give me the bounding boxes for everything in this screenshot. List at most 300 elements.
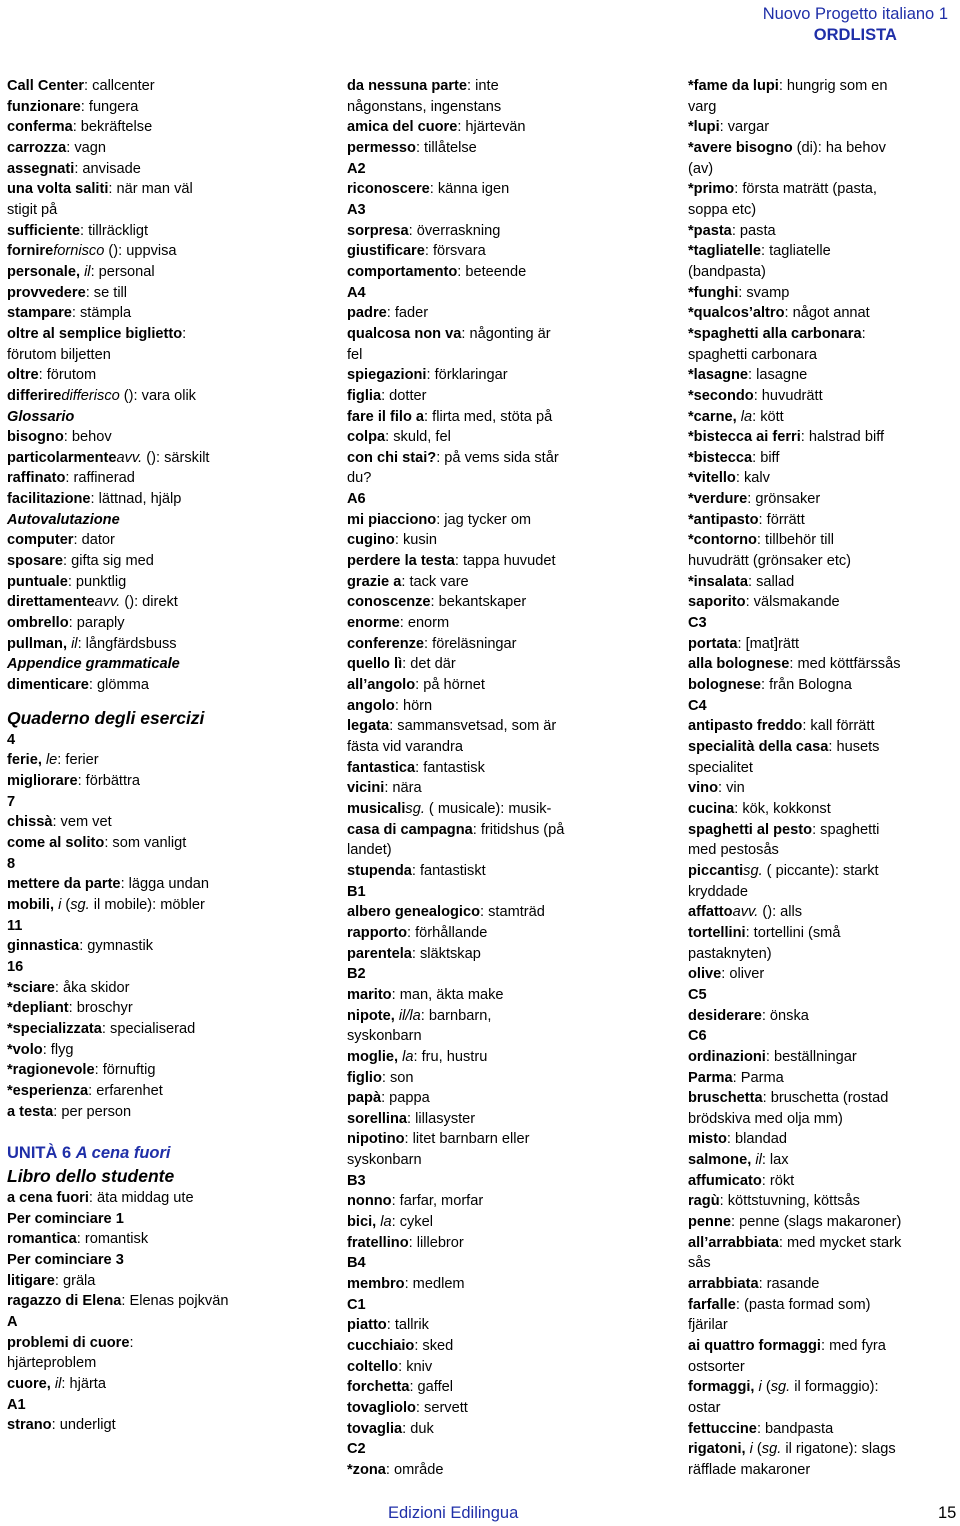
section-subheading: Libro dello studente — [7, 1166, 175, 1187]
glossary-line — [688, 468, 956, 489]
glossary-line — [688, 923, 956, 944]
term: figlia — [347, 387, 382, 404]
spacer — [7, 696, 327, 706]
glossary-line — [688, 1191, 956, 1212]
translation: : långfärdsbuss — [77, 635, 177, 652]
glossary-line — [7, 1333, 327, 1354]
glossary-line — [688, 1336, 956, 1357]
term: A1 — [7, 1396, 26, 1413]
translation: spaghetti carbonara — [688, 346, 817, 363]
translation: huvudrätt (grönsaker etc) — [688, 553, 852, 570]
glossary-line — [688, 758, 956, 779]
glossary-line — [347, 882, 667, 903]
translation: : lillebror — [408, 1234, 464, 1251]
translation: piccante): starkt — [771, 862, 879, 879]
term: colpa — [347, 429, 386, 446]
term: B2 — [347, 966, 366, 983]
glossary-line — [7, 345, 327, 366]
translation: : det där — [402, 656, 456, 673]
term: C5 — [688, 986, 707, 1003]
term: riconoscere — [347, 181, 430, 198]
translation: : blandad — [726, 1131, 787, 1148]
term: A3 — [347, 201, 366, 218]
translation: : från Bologna — [760, 677, 852, 694]
term: moglie, — [347, 1048, 403, 1065]
glossary-line — [688, 179, 956, 200]
translation: : tillåtelse — [415, 139, 477, 156]
glossary-line — [688, 551, 956, 572]
glossary-line — [688, 1212, 956, 1233]
term: C3 — [688, 615, 707, 632]
glossary-line — [7, 730, 327, 751]
glossary-line — [347, 283, 667, 304]
unit-number: UNITÀ 6 — [7, 1144, 76, 1163]
glossary-line — [347, 902, 667, 923]
translation: : försvara — [424, 243, 486, 260]
glossary-line — [347, 407, 667, 428]
glossary-line — [347, 468, 667, 489]
term: all’angolo — [347, 677, 416, 694]
term: quello lì — [347, 656, 403, 673]
glossary-line — [7, 468, 327, 489]
term: nipote, — [347, 1007, 399, 1024]
term: *carne, — [688, 408, 741, 425]
translation: : glömma — [88, 677, 149, 694]
term: *volo — [7, 1041, 43, 1058]
translation: : son — [381, 1069, 414, 1086]
glossary-line — [347, 1253, 667, 1274]
term: provvedere — [7, 284, 86, 301]
glossary-line — [688, 1439, 956, 1460]
term: vicini — [347, 780, 385, 797]
glossary-line — [7, 97, 327, 118]
translation: ( — [761, 1379, 771, 1396]
term: oltre — [7, 367, 39, 384]
term: *bistecca — [688, 449, 753, 466]
glossary-line — [347, 1439, 667, 1460]
glossary-line — [7, 978, 327, 999]
term: antipasto freddo — [688, 718, 803, 735]
term: marito — [347, 986, 392, 1003]
translation: : (pasta formad som) — [735, 1296, 871, 1313]
term: albero genealogico — [347, 904, 480, 921]
term: *contorno — [688, 532, 757, 549]
glossary-line — [347, 241, 667, 262]
article: le — [45, 752, 58, 769]
glossary-line — [7, 675, 327, 696]
term: *bistecca ai ferri — [688, 429, 801, 446]
term: coltello — [347, 1358, 399, 1375]
glossary-line — [347, 117, 667, 138]
translation: : första maträtt (pasta, — [734, 181, 877, 198]
translation: : specialiserad — [101, 1020, 196, 1037]
translation: : husets — [828, 739, 880, 755]
translation: ( — [758, 904, 768, 921]
glossary-line — [7, 998, 327, 1019]
glossary-line — [347, 1026, 667, 1047]
glossary-line — [347, 1047, 667, 1068]
term: ragazzo di Elena — [7, 1293, 122, 1310]
translation: fel — [347, 346, 363, 363]
translation: : raffinerad — [65, 470, 135, 487]
term: ragù — [688, 1193, 720, 1210]
glossary-line — [7, 427, 327, 448]
translation: : underligt — [51, 1417, 116, 1434]
term: *primo — [688, 181, 735, 198]
glossary-line — [688, 1068, 956, 1089]
translation: : svamp — [738, 284, 790, 301]
translation: : flirta med, stöta på — [424, 408, 553, 425]
glossary-line — [7, 179, 327, 200]
term: B3 — [347, 1172, 366, 1189]
glossary-line — [7, 324, 327, 345]
translation: : sked — [414, 1338, 454, 1355]
translation: : biff — [752, 449, 780, 466]
translation: : på hörnet — [415, 677, 485, 694]
glossary-line — [347, 159, 667, 180]
translation: : lägga undan — [120, 876, 210, 893]
translation: räfflade makaroner — [688, 1461, 811, 1478]
term: musicali — [347, 800, 406, 817]
term: nonno — [347, 1193, 392, 1210]
glossary-line — [688, 902, 956, 923]
glossary-line — [347, 654, 667, 675]
term: assegnati — [7, 160, 75, 177]
term: fare il filo a — [347, 408, 425, 425]
section-heading: Quaderno degli esercizi — [7, 707, 205, 728]
term: piatto — [347, 1317, 387, 1334]
term: dimenticare — [7, 677, 89, 694]
glossary-line — [347, 634, 667, 655]
glossary-line — [7, 1019, 327, 1040]
unit-title: A cena fuori — [75, 1144, 171, 1163]
translation: ): särskilt — [151, 449, 210, 466]
translation: : föreläsningar — [424, 635, 517, 652]
term: ordinazioni — [688, 1048, 766, 1065]
term: Per cominciare 3 — [7, 1252, 124, 1269]
glossary-line — [7, 1102, 327, 1123]
translation: : gifta sig med — [62, 553, 154, 570]
translation: ): alls — [767, 904, 803, 921]
article: il — [755, 1152, 762, 1169]
term: ombrello — [7, 615, 69, 632]
term: direttamente — [7, 594, 95, 611]
translation: : område — [385, 1461, 444, 1478]
glossary-line — [347, 1109, 667, 1130]
translation: : erfarenhet — [88, 1082, 163, 1099]
term: chissà — [7, 814, 53, 831]
term: sufficiente — [7, 222, 80, 239]
glossary-line — [688, 345, 956, 366]
glossary-line — [347, 179, 667, 200]
translation: : lättnad, hjälp — [90, 491, 182, 508]
translation: : förutom — [38, 367, 97, 384]
article: i — [758, 1379, 762, 1396]
glossary-line — [7, 1415, 327, 1436]
translation: : med köttfärssås — [789, 656, 901, 673]
glossary-line — [347, 262, 667, 283]
article: la — [380, 1214, 392, 1231]
glossary-line — [7, 771, 327, 792]
glossary-line — [347, 923, 667, 944]
glossary-line — [347, 365, 667, 386]
glossary-line — [347, 613, 667, 634]
translation: : farfar, morfar — [391, 1193, 484, 1210]
translation: : känna igen — [429, 181, 510, 198]
translation: ostsorter — [688, 1358, 745, 1375]
term: ai quattro formaggi — [688, 1338, 821, 1355]
glossary-line — [7, 159, 327, 180]
article: fornisco — [53, 243, 105, 260]
glossary-line — [347, 758, 667, 779]
translation: : sallad — [748, 573, 795, 590]
glossary-line — [7, 1250, 327, 1271]
glossary-line — [7, 1374, 327, 1395]
term: grazie a — [347, 573, 402, 590]
article: il — [84, 263, 91, 280]
glossary-subheading: Autovalutazione — [7, 511, 120, 528]
translation: : — [182, 325, 187, 342]
glossary-line — [347, 696, 667, 717]
translation: : dotter — [381, 387, 427, 404]
article: il — [54, 1376, 62, 1393]
glossary-line — [347, 1377, 667, 1398]
translation: ): direkt — [129, 594, 178, 611]
translation: : vagn — [66, 139, 106, 156]
translation: : grönsaker — [747, 491, 821, 508]
term: *qualcos’altro — [688, 305, 785, 322]
translation: stigit på — [7, 201, 58, 218]
term: *lupi — [688, 119, 720, 136]
grammar-note: sg. — [770, 1379, 791, 1396]
glossary-line — [347, 592, 667, 613]
glossary-line — [688, 1460, 956, 1481]
term: come al solito — [7, 834, 105, 851]
glossary-line — [688, 1150, 956, 1171]
term: mobili, — [7, 896, 59, 913]
translation: : gymnastik — [79, 938, 153, 955]
term: *funghi — [688, 284, 739, 301]
article: differisco — [61, 387, 120, 404]
glossary-line — [7, 812, 327, 833]
term: cucina — [688, 800, 735, 817]
translation: : bekräftelse — [72, 119, 153, 136]
glossary-line — [688, 778, 956, 799]
column-1 — [7, 76, 327, 1436]
page-header — [763, 4, 948, 46]
glossary-line — [347, 324, 667, 345]
glossary-line — [347, 1274, 667, 1295]
glossary-line — [688, 117, 956, 138]
translation: brödskiva med olja mm) — [688, 1110, 843, 1127]
term: C6 — [688, 1028, 707, 1045]
footer-publisher: Edizioni Edilingua — [388, 1504, 519, 1522]
grammar-note: sg. — [70, 896, 90, 913]
article: i — [749, 1441, 753, 1458]
translation: : lillasyster — [407, 1110, 476, 1127]
glossary-line — [347, 1068, 667, 1089]
term: particolarmente — [7, 449, 117, 466]
term: *esperienza — [7, 1082, 89, 1099]
translation: : önska — [761, 1007, 809, 1024]
glossary-line — [7, 530, 327, 551]
glossary-line — [688, 1129, 956, 1150]
glossary-line — [7, 592, 327, 613]
glossary-line — [7, 613, 327, 634]
glossary-line — [688, 572, 956, 593]
glossary-line — [688, 1171, 956, 1192]
glossary-line — [347, 840, 667, 861]
term: *ragionevole — [7, 1062, 95, 1079]
glossary-line — [347, 944, 667, 965]
term: Call Center — [7, 78, 85, 94]
translation: sås — [688, 1255, 711, 1272]
glossary-line — [688, 964, 956, 985]
term: funzionare — [7, 98, 81, 115]
translation: specialitet — [688, 759, 753, 776]
term: alla bolognese — [688, 656, 790, 673]
glossary-line — [7, 1081, 327, 1102]
glossary-line — [7, 510, 327, 531]
glossary-line — [688, 716, 956, 737]
term: salmone, — [688, 1152, 756, 1169]
translation: : broschyr — [68, 1000, 133, 1017]
term: migliorare — [7, 773, 78, 789]
translation: : kök, kokkonst — [734, 800, 831, 817]
glossary-line — [7, 936, 327, 957]
term: *secondo — [688, 387, 754, 404]
glossary-line — [347, 386, 667, 407]
translation: : sammansvetsad, som är — [389, 718, 557, 735]
term: permesso — [347, 139, 416, 156]
column-3 — [688, 76, 956, 1481]
translation: : punktlig — [67, 573, 127, 590]
term: spiegazioni — [347, 367, 427, 384]
translation: ( — [120, 594, 130, 611]
term: ferie, — [7, 752, 46, 769]
page-number: 15 — [938, 1504, 957, 1522]
term: casa di campagna — [347, 821, 473, 838]
translation: : äta middag ute — [88, 1190, 194, 1207]
glossary-line — [688, 1088, 956, 1109]
article: la — [740, 408, 753, 425]
term: penne — [688, 1214, 731, 1231]
glossary-line — [7, 874, 327, 895]
translation: : förbättra — [77, 773, 141, 789]
term: perdere la testa — [347, 553, 455, 570]
translation: : spaghetti — [812, 821, 880, 838]
translation: : med fyra — [820, 1338, 886, 1355]
glossary-line — [688, 262, 956, 283]
glossary-line — [688, 592, 956, 613]
glossary-line — [688, 138, 956, 159]
translation: : fru, hustru — [413, 1048, 488, 1065]
term: affumicato — [688, 1172, 762, 1189]
glossary-line — [7, 634, 327, 655]
term: stampare — [7, 305, 72, 322]
term: Per cominciare 1 — [7, 1210, 124, 1227]
glossary-line — [7, 1229, 327, 1250]
translation: : rasande — [758, 1276, 820, 1293]
term: oltre al semplice biglietto — [7, 325, 183, 342]
translation: : pasta — [731, 222, 776, 239]
glossary-line — [688, 200, 956, 221]
translation: : vargar — [719, 119, 770, 136]
translation: hjärteproblem — [7, 1355, 97, 1372]
term: bisogno — [7, 429, 64, 446]
glossary-line — [7, 407, 327, 428]
translation: : ferier — [57, 752, 99, 769]
term: 11 — [7, 917, 23, 934]
header-subtitle: ORDLISTA — [813, 26, 897, 44]
translation: : barnbarn, — [420, 1007, 492, 1024]
article: i — [58, 896, 62, 913]
term: bici, — [347, 1214, 381, 1231]
glossary-line — [347, 861, 667, 882]
term: *pasta — [688, 222, 732, 239]
glossary-line — [7, 916, 327, 937]
translation: : duk — [402, 1420, 434, 1437]
translation: syskonbarn — [347, 1152, 422, 1169]
glossary-line — [7, 303, 327, 324]
term: *lasagne — [688, 367, 749, 384]
translation: : per person — [53, 1103, 132, 1120]
term: B1 — [347, 883, 366, 900]
glossary-line — [7, 1209, 327, 1230]
translation: : behov — [63, 429, 112, 446]
glossary-line — [7, 365, 327, 386]
term: arrabbiata — [688, 1276, 759, 1293]
glossary-line — [688, 510, 956, 531]
glossary-line — [347, 1129, 667, 1150]
glossary-line — [688, 283, 956, 304]
glossary-line — [688, 737, 956, 758]
translation: : kött — [752, 408, 784, 425]
term: legata — [347, 718, 390, 735]
article: sg. — [405, 800, 425, 817]
glossary-line — [347, 510, 667, 531]
term: *depliant — [7, 1000, 69, 1017]
translation: : förrätt — [758, 511, 805, 528]
glossary-line — [688, 675, 956, 696]
glossary-line — [347, 345, 667, 366]
glossary-line — [347, 551, 667, 572]
term: A2 — [347, 160, 366, 177]
glossary-line — [688, 840, 956, 861]
translation: ): vara olik — [128, 387, 196, 404]
translation: : penne (slags makaroner) — [730, 1214, 902, 1231]
glossary-line — [347, 427, 667, 448]
translation: : jag tycker om — [436, 511, 532, 528]
term: A — [7, 1314, 18, 1331]
term: Parma — [688, 1069, 733, 1086]
term: bolognese — [688, 677, 761, 694]
term: 16 — [7, 958, 24, 975]
glossary-line — [347, 1212, 667, 1233]
translation: : kniv — [398, 1358, 433, 1375]
glossary-line — [347, 1006, 667, 1027]
term: romantica — [7, 1231, 77, 1248]
term: formaggi, — [688, 1379, 759, 1396]
translation: : anvisade — [74, 160, 141, 177]
glossary-line — [347, 1460, 667, 1481]
translation: : lax — [761, 1152, 789, 1169]
translation: : släktskap — [411, 945, 481, 962]
glossary-line — [347, 1336, 667, 1357]
glossary-line — [688, 386, 956, 407]
glossary-line — [7, 1188, 327, 1209]
translation: : lasagne — [748, 367, 808, 384]
